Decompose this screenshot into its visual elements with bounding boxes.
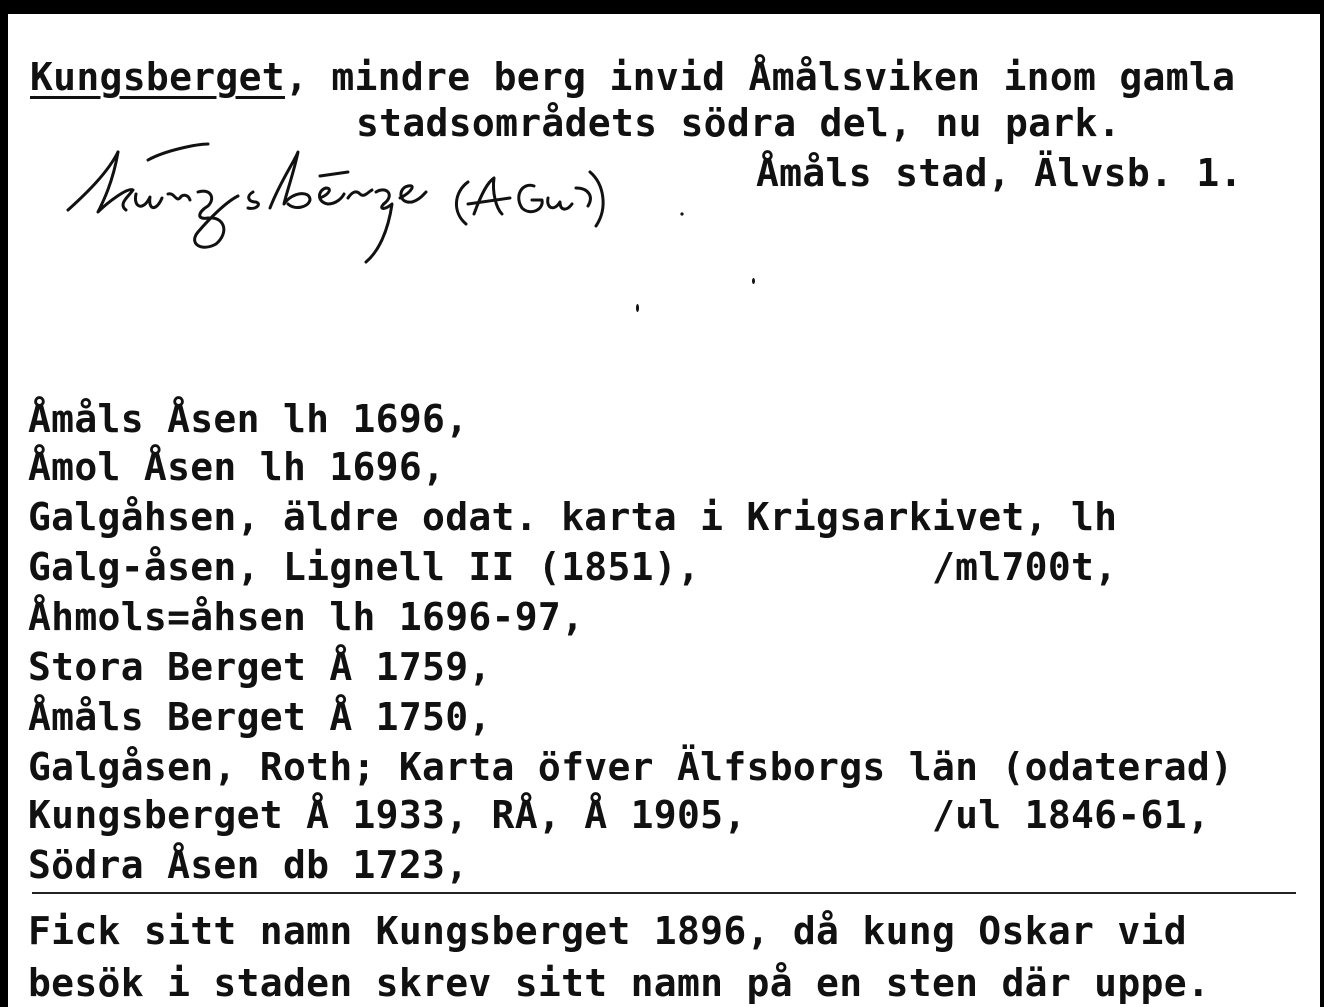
form-line: Åhmols=åhsen lh 1696-97, bbox=[28, 595, 585, 639]
note-line-2: besök i staden skrev sitt namn på en sten där uppe. bbox=[28, 961, 1211, 1005]
form-line: Åmåls Berget Å 1750, bbox=[28, 695, 492, 739]
header-description: , mindre berg invid Åmålsviken inom gamla bbox=[284, 55, 1236, 99]
form-line: Stora Berget Å 1759, bbox=[28, 645, 492, 689]
form-line: Galgåhsen, äldre odat. karta i Krigsarkivet, lh bbox=[28, 495, 1118, 539]
header-line-1 bbox=[30, 55, 1236, 99]
ink-speck bbox=[752, 278, 755, 284]
headword: Kungsberget bbox=[30, 55, 285, 99]
note-line-1: Fick sitt namn Kungsberget 1896, då kung Oskar vid bbox=[28, 909, 1187, 953]
handwritten-pronunciation-note bbox=[48, 132, 728, 282]
ink-speck bbox=[636, 304, 639, 312]
form-line: Åmol Åsen lh 1696, bbox=[28, 445, 446, 489]
form-line: Galg-åsen, Lignell II (1851), /ml700t, bbox=[28, 545, 1118, 589]
form-line: Södra Åsen db 1723, bbox=[28, 843, 469, 887]
form-line: Kungsberget Å 1933, RÅ, Å 1905, /ul 1846-61, bbox=[28, 793, 1211, 837]
location-text: Åmåls stad, Älvsb. 1. bbox=[756, 151, 1243, 195]
separator-line bbox=[32, 892, 1296, 894]
form-line: Galgåsen, Roth; Karta öfver Älfsborgs län (odaterad) bbox=[28, 745, 1234, 789]
header-line-2: stadsområdets södra del, nu park. bbox=[356, 101, 1121, 145]
form-line: Åmåls Åsen lh 1696, bbox=[28, 397, 469, 441]
